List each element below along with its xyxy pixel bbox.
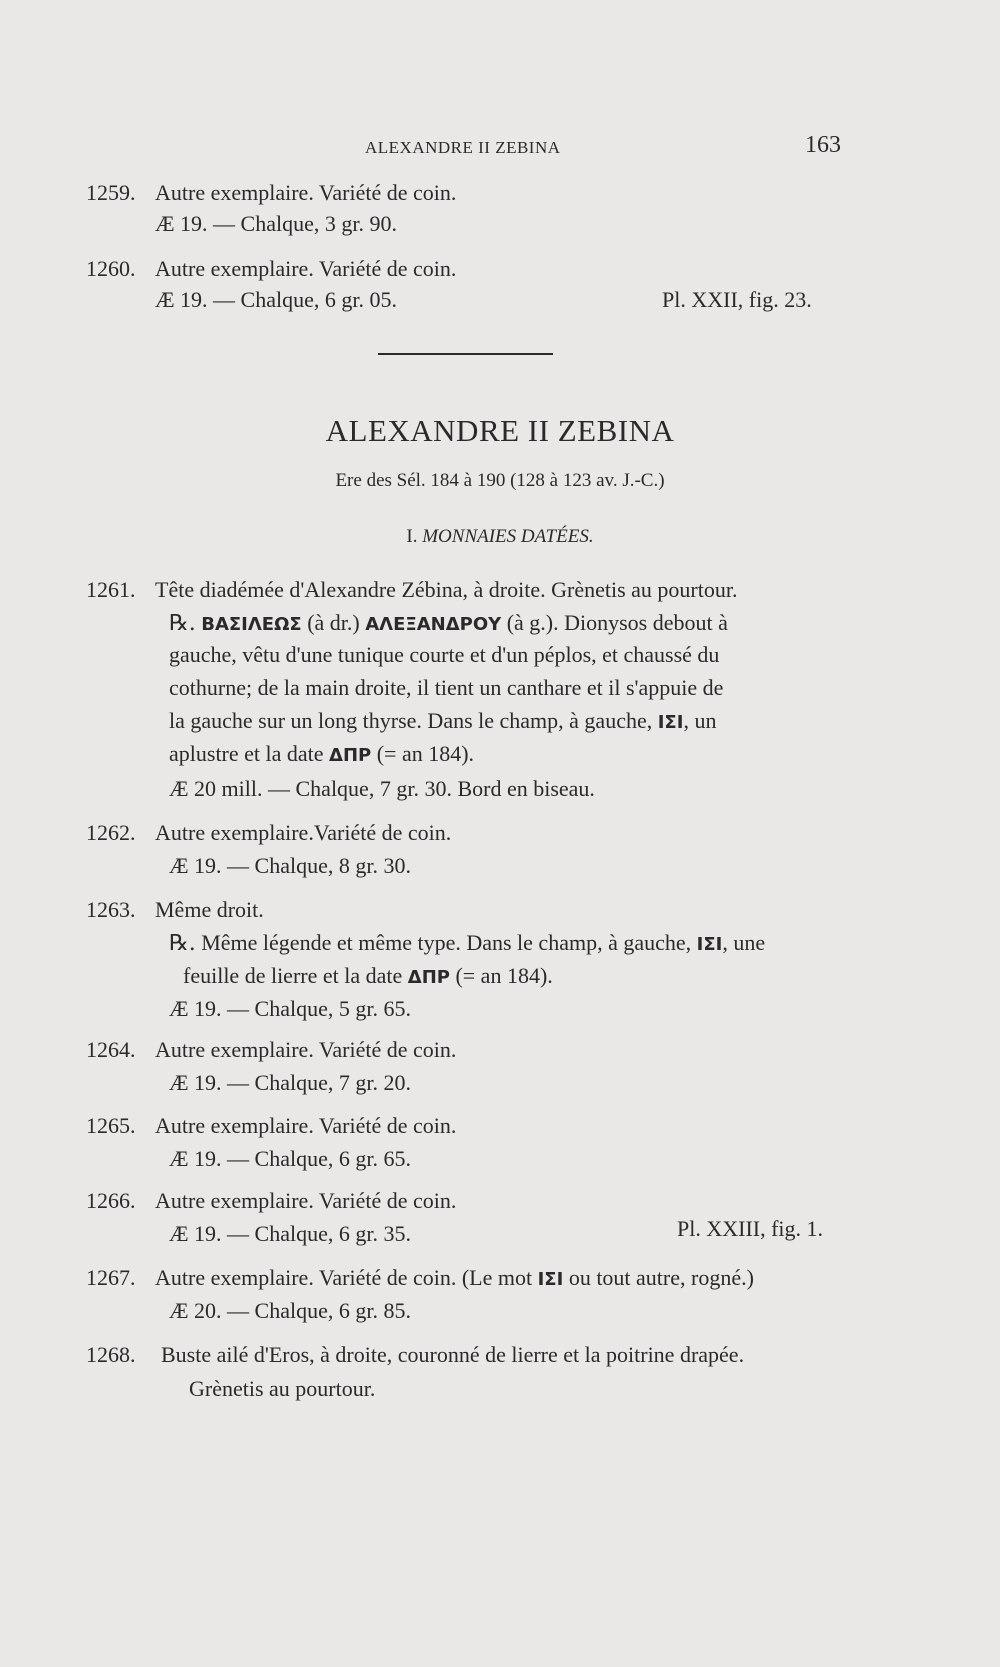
entry-text: ou tout autre, rogné.) xyxy=(568,1265,754,1290)
entry-text: Autre exemplaire. Variété de coin. xyxy=(155,1037,457,1062)
entry-text: Même légende et même type. Dans le champ, à gauche, xyxy=(201,930,692,955)
entry-text: la gauche sur un long thyrse. Dans le champ, à gauche, xyxy=(169,708,653,733)
running-title: ALEXANDRE II ZEBINA xyxy=(365,138,561,157)
entry-measure: Æ 19. — Chalque, 6 gr. 65. xyxy=(169,1146,411,1171)
greek-legend: ΑΛΕΞΑΝΔΡΟΥ xyxy=(365,614,502,635)
entry-text: , une xyxy=(722,930,766,955)
section-divider xyxy=(378,353,553,355)
entry-text-line xyxy=(155,1265,754,1291)
entry-text: Dionysos debout à xyxy=(564,610,728,635)
greek-date: ΔΠΡ xyxy=(407,967,450,988)
entry-measure: Æ 19. — Chalque, 8 gr. 30. xyxy=(169,853,411,878)
legend-position: (à g.). xyxy=(506,610,559,635)
entry-number: 1264. xyxy=(86,1037,136,1062)
entry-text: Autre exemplaire. Variété de coin. xyxy=(155,180,457,205)
entry-measure: Æ 20 mill. — Chalque, 7 gr. 30. Bord en biseau. xyxy=(169,776,595,801)
entry-number: 1259. xyxy=(86,180,136,205)
entry-text-line xyxy=(183,963,553,989)
legend-position: (à dr.) xyxy=(307,610,360,635)
entry-text: Autre exemplaire.Variété de coin. xyxy=(155,820,452,845)
entry-measure: Æ 19. — Chalque, 5 gr. 65. xyxy=(169,996,411,1021)
entry-number: 1261. xyxy=(86,577,136,602)
entry-text: Autre exemplaire. Variété de coin. xyxy=(155,256,457,281)
entry-reverse-line xyxy=(169,610,728,636)
entry-text: Autre exemplaire. Variété de coin. (Le mot xyxy=(155,1265,533,1290)
greek-legend: ΒΑΣΙΛΕΩΣ xyxy=(201,614,302,635)
subsection-number: I. xyxy=(406,526,418,547)
entry-text: , un xyxy=(683,708,717,733)
entry-text: Autre exemplaire. Variété de coin. xyxy=(155,1188,457,1213)
entry-text: Autre exemplaire. Variété de coin. xyxy=(155,1113,457,1138)
entry-text: (= an 184). xyxy=(455,963,553,988)
plate-reference: Pl. XXIII, fig. 1. xyxy=(677,1216,824,1241)
monogram: ΙΣΙ xyxy=(537,1269,564,1290)
entry-text: (= an 184). xyxy=(376,741,475,766)
entry-number: 1266. xyxy=(86,1188,136,1213)
section-title: ALEXANDRE II ZEBINA xyxy=(325,413,675,448)
entry-reverse-line xyxy=(169,930,765,956)
era-line: Ere des Sél. 184 à 190 (128 à 123 av. J.-C.) xyxy=(335,470,665,491)
entry-measure: Æ 20. — Chalque, 6 gr. 85. xyxy=(169,1298,411,1323)
entry-text: Grènetis au pourtour. xyxy=(189,1376,376,1401)
greek-date: ΔΠΡ xyxy=(329,745,372,766)
plate-reference: Pl. XXII, fig. 23. xyxy=(662,287,812,312)
entry-text: aplustre et la date xyxy=(169,741,324,766)
subsection-title: MONNAIES DATÉES. xyxy=(422,526,594,547)
running-head xyxy=(0,132,1000,160)
page-number: 163 xyxy=(805,132,841,158)
monogram: ΙΣΙ xyxy=(696,934,723,955)
entry-number: 1265. xyxy=(86,1113,136,1138)
entry-measure: Æ 19. — Chalque, 3 gr. 90. xyxy=(155,211,397,236)
entry-number: 1262. xyxy=(86,820,136,845)
entry-text-line xyxy=(169,741,474,767)
entry-text: feuille de lierre et la date xyxy=(183,963,403,988)
recipe-symbol-icon: ℞. xyxy=(169,931,196,956)
entry-measure: Æ 19. — Chalque, 6 gr. 35. xyxy=(169,1221,411,1246)
entry-text: Même droit. xyxy=(155,897,264,922)
entry-text: gauche, vêtu d'une tunique courte et d'un péplos, et chaussé du xyxy=(169,642,720,667)
entry-number: 1267. xyxy=(86,1265,136,1290)
recipe-symbol-icon: ℞. xyxy=(169,611,196,636)
entry-number: 1268. xyxy=(86,1342,136,1367)
subsection-heading xyxy=(0,526,1000,548)
entry-text: Buste ailé d'Eros, à droite, couronné de lierre et la poitrine drapée. xyxy=(161,1342,745,1367)
entry-obverse: Tête diadémée d'Alexandre Zébina, à droite. Grènetis au pourtour. xyxy=(155,577,738,602)
entry-text: cothurne; de la main droite, il tient un canthare et il s'appuie de xyxy=(169,675,724,700)
entry-text-line xyxy=(169,708,716,734)
entry-number: 1260. xyxy=(86,256,136,281)
entry-measure: Æ 19. — Chalque, 7 gr. 20. xyxy=(169,1070,411,1095)
entry-number: 1263. xyxy=(86,897,136,922)
entry-measure: Æ 19. — Chalque, 6 gr. 05. xyxy=(155,287,397,312)
monogram: ΙΣΙ xyxy=(657,712,684,733)
